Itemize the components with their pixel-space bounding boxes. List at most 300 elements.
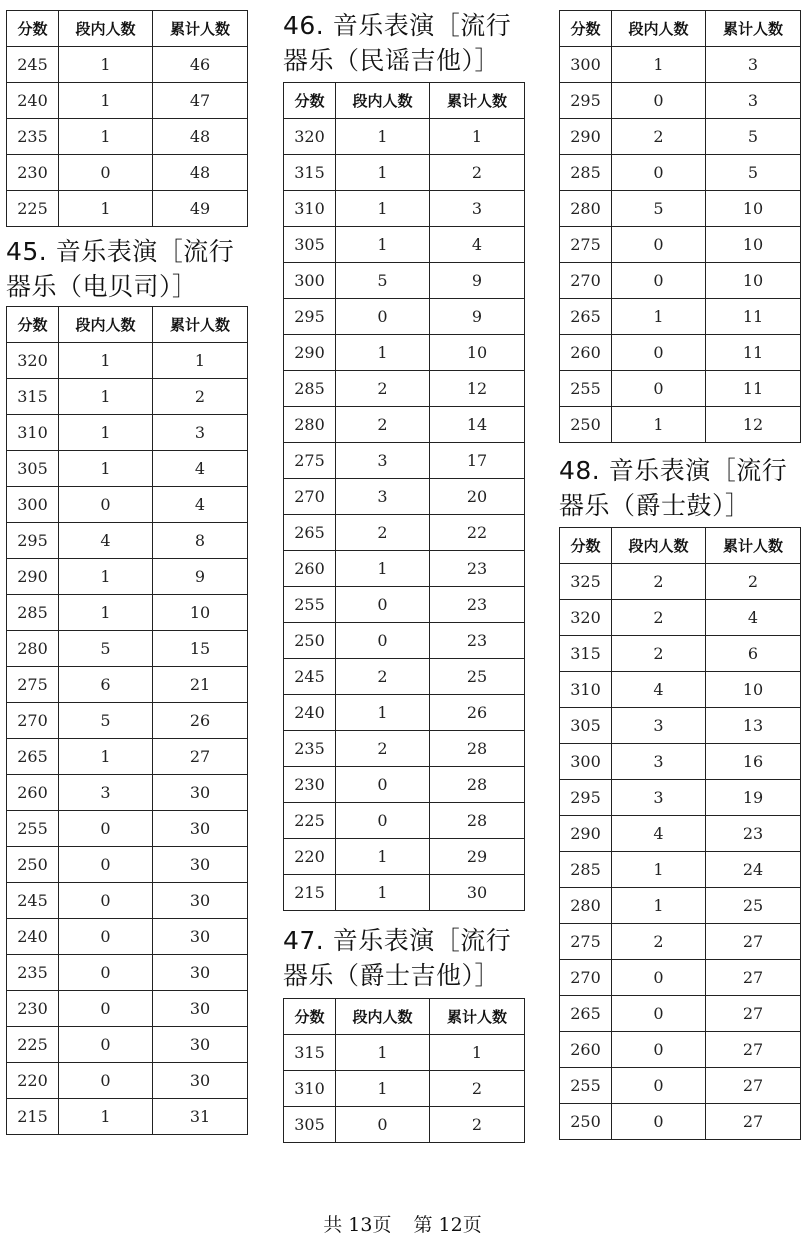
table-row — [560, 191, 801, 227]
table-row — [7, 739, 248, 775]
cumulative-count-cell: 26 — [153, 703, 248, 739]
header-cumulative-count: 累计人数 — [430, 83, 525, 119]
table-row — [560, 263, 801, 299]
score-table — [6, 306, 248, 1135]
score-cell: 275 — [560, 227, 612, 263]
table-row — [560, 371, 801, 407]
segment-count-cell: 2 — [612, 119, 706, 155]
segment-count-cell: 0 — [336, 1107, 430, 1143]
table-row — [284, 767, 525, 803]
table-row — [7, 955, 248, 991]
cumulative-count-cell: 46 — [153, 47, 248, 83]
segment-count-cell: 1 — [59, 343, 153, 379]
cumulative-count-cell: 6 — [706, 636, 801, 672]
cumulative-count-cell: 4 — [153, 487, 248, 523]
segment-count-cell: 1 — [336, 551, 430, 587]
segment-count-cell: 3 — [336, 479, 430, 515]
score-cell: 290 — [560, 119, 612, 155]
header-segment-count: 段内人数 — [612, 528, 706, 564]
cumulative-count-cell: 14 — [430, 407, 525, 443]
table-row — [284, 515, 525, 551]
header-cumulative-count: 累计人数 — [153, 307, 248, 343]
score-cell: 235 — [7, 119, 59, 155]
table-row — [560, 299, 801, 335]
segment-count-cell: 1 — [336, 335, 430, 371]
segment-count-cell: 0 — [336, 587, 430, 623]
table-row — [284, 335, 525, 371]
score-cell: 230 — [7, 155, 59, 191]
cumulative-count-cell: 4 — [153, 451, 248, 487]
cumulative-count-cell: 49 — [153, 191, 248, 227]
cumulative-count-cell: 27 — [706, 1032, 801, 1068]
segment-count-cell: 0 — [612, 83, 706, 119]
cumulative-count-cell: 10 — [706, 263, 801, 299]
cumulative-count-cell: 2 — [706, 564, 801, 600]
score-cell: 215 — [284, 875, 336, 911]
section-title-47: 47. 音乐表演［流行 器乐（爵士吉他）］ — [283, 926, 512, 990]
cumulative-count-cell: 27 — [153, 739, 248, 775]
segment-count-cell: 1 — [336, 191, 430, 227]
score-cell: 235 — [284, 731, 336, 767]
score-cell: 270 — [7, 703, 59, 739]
cumulative-count-cell: 9 — [430, 263, 525, 299]
score-cell: 220 — [284, 839, 336, 875]
segment-count-cell: 1 — [59, 119, 153, 155]
table-row — [284, 587, 525, 623]
table-row — [560, 888, 801, 924]
score-cell: 240 — [7, 919, 59, 955]
table-row — [560, 119, 801, 155]
segment-count-cell: 0 — [336, 299, 430, 335]
score-cell: 280 — [560, 888, 612, 924]
score-cell: 275 — [284, 443, 336, 479]
table-row — [284, 299, 525, 335]
table-row — [7, 1027, 248, 1063]
segment-count-cell: 0 — [336, 767, 430, 803]
score-cell: 295 — [560, 83, 612, 119]
score-cell: 260 — [560, 1032, 612, 1068]
table-row — [560, 564, 801, 600]
segment-count-cell: 1 — [59, 83, 153, 119]
cumulative-count-cell: 2 — [430, 1071, 525, 1107]
header-score: 分数 — [7, 307, 59, 343]
score-cell: 285 — [7, 595, 59, 631]
score-cell: 225 — [7, 1027, 59, 1063]
segment-count-cell: 0 — [612, 227, 706, 263]
segment-count-cell: 1 — [59, 739, 153, 775]
score-cell: 250 — [7, 847, 59, 883]
table-row — [560, 636, 801, 672]
cumulative-count-cell: 23 — [430, 623, 525, 659]
score-cell: 325 — [560, 564, 612, 600]
cumulative-count-cell: 4 — [430, 227, 525, 263]
segment-count-cell: 1 — [336, 695, 430, 731]
cumulative-count-cell: 30 — [153, 955, 248, 991]
score-cell: 315 — [284, 1035, 336, 1071]
table-row — [7, 47, 248, 83]
segment-count-cell: 2 — [336, 407, 430, 443]
cumulative-count-cell: 30 — [153, 1063, 248, 1099]
score-table — [559, 10, 801, 443]
cumulative-count-cell: 27 — [706, 924, 801, 960]
segment-count-cell: 2 — [336, 515, 430, 551]
cumulative-count-cell: 1 — [430, 119, 525, 155]
cumulative-count-cell: 19 — [706, 780, 801, 816]
header-segment-count: 段内人数 — [336, 999, 430, 1035]
header-cumulative-count: 累计人数 — [706, 528, 801, 564]
score-cell: 250 — [284, 623, 336, 659]
header-cumulative-count: 累计人数 — [706, 11, 801, 47]
table-row — [560, 335, 801, 371]
table-header-row — [7, 11, 248, 47]
segment-count-cell: 0 — [59, 811, 153, 847]
segment-count-cell: 1 — [59, 415, 153, 451]
table-row — [284, 1071, 525, 1107]
score-cell: 215 — [7, 1099, 59, 1135]
cumulative-count-cell: 15 — [153, 631, 248, 667]
cumulative-count-cell: 30 — [153, 919, 248, 955]
table-row — [284, 731, 525, 767]
score-cell: 320 — [560, 600, 612, 636]
score-cell: 305 — [560, 708, 612, 744]
cumulative-count-cell: 48 — [153, 119, 248, 155]
cumulative-count-cell: 21 — [153, 667, 248, 703]
header-segment-count: 段内人数 — [59, 307, 153, 343]
score-table — [6, 10, 248, 227]
cumulative-count-cell: 17 — [430, 443, 525, 479]
cumulative-count-cell: 9 — [430, 299, 525, 335]
cumulative-count-cell: 13 — [706, 708, 801, 744]
table-row — [7, 595, 248, 631]
table-row — [7, 379, 248, 415]
table-row — [7, 775, 248, 811]
score-cell: 290 — [284, 335, 336, 371]
cumulative-count-cell: 28 — [430, 731, 525, 767]
section-title-45: 45. 音乐表演［流行 器乐（电贝司）］ — [6, 237, 235, 301]
cumulative-count-cell: 10 — [706, 191, 801, 227]
segment-count-cell: 0 — [612, 263, 706, 299]
segment-count-cell: 4 — [59, 523, 153, 559]
table-row — [7, 1099, 248, 1135]
score-cell: 315 — [7, 379, 59, 415]
score-table — [283, 82, 525, 911]
segment-count-cell: 0 — [612, 1104, 706, 1140]
segment-count-cell: 6 — [59, 667, 153, 703]
header-cumulative-count: 累计人数 — [153, 11, 248, 47]
header-segment-count: 段内人数 — [336, 83, 430, 119]
score-cell: 225 — [284, 803, 336, 839]
segment-count-cell: 0 — [336, 803, 430, 839]
segment-count-cell: 0 — [612, 996, 706, 1032]
table-row — [560, 996, 801, 1032]
score-cell: 320 — [7, 343, 59, 379]
segment-count-cell: 0 — [59, 155, 153, 191]
cumulative-count-cell: 10 — [430, 335, 525, 371]
cumulative-count-cell: 11 — [706, 371, 801, 407]
segment-count-cell: 2 — [612, 600, 706, 636]
table-row — [560, 960, 801, 996]
cumulative-count-cell: 28 — [430, 767, 525, 803]
score-cell: 280 — [560, 191, 612, 227]
score-cell: 295 — [560, 780, 612, 816]
segment-count-cell: 1 — [336, 839, 430, 875]
score-cell: 285 — [560, 155, 612, 191]
segment-count-cell: 1 — [59, 1099, 153, 1135]
table-header-row — [7, 307, 248, 343]
segment-count-cell: 3 — [59, 775, 153, 811]
cumulative-count-cell: 20 — [430, 479, 525, 515]
score-cell: 270 — [284, 479, 336, 515]
segment-count-cell: 1 — [336, 1071, 430, 1107]
segment-count-cell: 0 — [59, 883, 153, 919]
table-row — [284, 263, 525, 299]
cumulative-count-cell: 27 — [706, 960, 801, 996]
table-row — [284, 479, 525, 515]
table-row — [7, 703, 248, 739]
segment-count-cell: 2 — [612, 924, 706, 960]
segment-count-cell: 1 — [59, 191, 153, 227]
cumulative-count-cell: 9 — [153, 559, 248, 595]
segment-count-cell: 0 — [59, 955, 153, 991]
segment-count-cell: 3 — [612, 744, 706, 780]
score-cell: 310 — [560, 672, 612, 708]
segment-count-cell: 3 — [612, 780, 706, 816]
score-cell: 255 — [560, 371, 612, 407]
table-row — [560, 780, 801, 816]
table-row — [560, 600, 801, 636]
cumulative-count-cell: 29 — [430, 839, 525, 875]
table-header-row — [560, 11, 801, 47]
cumulative-count-cell: 1 — [153, 343, 248, 379]
cumulative-count-cell: 27 — [706, 996, 801, 1032]
segment-count-cell: 5 — [612, 191, 706, 227]
section-title-46: 46. 音乐表演［流行 器乐（民谣吉他）］ — [283, 11, 512, 75]
header-segment-count: 段内人数 — [612, 11, 706, 47]
score-cell: 290 — [560, 816, 612, 852]
score-cell: 240 — [7, 83, 59, 119]
score-cell: 310 — [284, 191, 336, 227]
score-cell: 260 — [7, 775, 59, 811]
score-cell: 265 — [284, 515, 336, 551]
table-row — [560, 1032, 801, 1068]
segment-count-cell: 4 — [612, 816, 706, 852]
segment-count-cell: 1 — [612, 888, 706, 924]
table-row — [284, 659, 525, 695]
cumulative-count-cell: 28 — [430, 803, 525, 839]
segment-count-cell: 1 — [336, 227, 430, 263]
header-score: 分数 — [560, 528, 612, 564]
cumulative-count-cell: 30 — [153, 775, 248, 811]
score-cell: 305 — [284, 227, 336, 263]
score-cell: 245 — [7, 883, 59, 919]
segment-count-cell: 1 — [336, 119, 430, 155]
cumulative-count-cell: 8 — [153, 523, 248, 559]
score-cell: 315 — [284, 155, 336, 191]
segment-count-cell: 1 — [612, 852, 706, 888]
segment-count-cell: 0 — [612, 155, 706, 191]
segment-count-cell: 0 — [59, 919, 153, 955]
table-row — [7, 155, 248, 191]
segment-count-cell: 5 — [59, 631, 153, 667]
score-cell: 260 — [560, 335, 612, 371]
cumulative-count-cell: 30 — [153, 847, 248, 883]
current-page: 第 12页 — [413, 1214, 482, 1236]
cumulative-count-cell: 25 — [430, 659, 525, 695]
segment-count-cell: 1 — [59, 451, 153, 487]
segment-count-cell: 2 — [336, 659, 430, 695]
table-row — [7, 191, 248, 227]
score-cell: 300 — [284, 263, 336, 299]
cumulative-count-cell: 30 — [153, 1027, 248, 1063]
table-row — [284, 191, 525, 227]
table-row — [560, 1104, 801, 1140]
segment-count-cell: 2 — [336, 731, 430, 767]
score-cell: 295 — [284, 299, 336, 335]
table-row — [7, 919, 248, 955]
table-row — [560, 227, 801, 263]
score-cell: 280 — [284, 407, 336, 443]
table-row — [284, 443, 525, 479]
cumulative-count-cell: 2 — [430, 1107, 525, 1143]
table-header-row — [560, 528, 801, 564]
segment-count-cell: 5 — [59, 703, 153, 739]
cumulative-count-cell: 10 — [706, 227, 801, 263]
table-row — [560, 407, 801, 443]
score-table — [283, 998, 525, 1143]
cumulative-count-cell: 26 — [430, 695, 525, 731]
cumulative-count-cell: 12 — [706, 407, 801, 443]
cumulative-count-cell: 30 — [153, 991, 248, 1027]
score-cell: 305 — [284, 1107, 336, 1143]
table-row — [560, 816, 801, 852]
score-cell: 285 — [284, 371, 336, 407]
cumulative-count-cell: 22 — [430, 515, 525, 551]
score-cell: 245 — [7, 47, 59, 83]
table-row — [560, 47, 801, 83]
cumulative-count-cell: 30 — [153, 811, 248, 847]
segment-count-cell: 0 — [612, 1068, 706, 1104]
table-row — [284, 119, 525, 155]
table-row — [560, 852, 801, 888]
segment-count-cell: 0 — [59, 847, 153, 883]
cumulative-count-cell: 5 — [706, 119, 801, 155]
score-cell: 230 — [7, 991, 59, 1027]
score-cell: 230 — [284, 767, 336, 803]
table-row — [7, 83, 248, 119]
score-cell: 265 — [7, 739, 59, 775]
table-row — [560, 708, 801, 744]
table-row — [284, 623, 525, 659]
segment-count-cell: 3 — [612, 708, 706, 744]
score-cell: 300 — [560, 744, 612, 780]
table-header-row — [284, 83, 525, 119]
cumulative-count-cell: 23 — [430, 551, 525, 587]
table-row — [7, 847, 248, 883]
cumulative-count-cell: 11 — [706, 299, 801, 335]
cumulative-count-cell: 10 — [706, 672, 801, 708]
score-cell: 310 — [284, 1071, 336, 1107]
header-segment-count: 段内人数 — [59, 11, 153, 47]
table-header-row — [284, 999, 525, 1035]
segment-count-cell: 2 — [336, 371, 430, 407]
table-row — [284, 371, 525, 407]
score-cell: 310 — [7, 415, 59, 451]
score-cell: 225 — [7, 191, 59, 227]
segment-count-cell: 1 — [336, 155, 430, 191]
score-cell: 290 — [7, 559, 59, 595]
table-row — [7, 119, 248, 155]
score-cell: 295 — [7, 523, 59, 559]
total-pages: 共 13页 — [323, 1214, 392, 1236]
cumulative-count-cell: 31 — [153, 1099, 248, 1135]
score-cell: 220 — [7, 1063, 59, 1099]
section-title-48: 48. 音乐表演［流行 器乐（爵士鼓）］ — [559, 456, 788, 520]
segment-count-cell: 1 — [336, 1035, 430, 1071]
cumulative-count-cell: 11 — [706, 335, 801, 371]
cumulative-count-cell: 16 — [706, 744, 801, 780]
table-row — [7, 487, 248, 523]
score-cell: 320 — [284, 119, 336, 155]
table-row — [7, 523, 248, 559]
cumulative-count-cell: 3 — [706, 83, 801, 119]
cumulative-count-cell: 2 — [430, 155, 525, 191]
table-row — [7, 415, 248, 451]
segment-count-cell: 1 — [612, 47, 706, 83]
column-3 — [559, 10, 800, 1140]
cumulative-count-cell: 47 — [153, 83, 248, 119]
page-footer — [0, 1210, 805, 1237]
segment-count-cell: 0 — [59, 487, 153, 523]
header-score: 分数 — [7, 11, 59, 47]
column-2 — [283, 8, 524, 1143]
cumulative-count-cell: 30 — [430, 875, 525, 911]
table-row — [560, 744, 801, 780]
cumulative-count-cell: 25 — [706, 888, 801, 924]
segment-count-cell: 2 — [612, 636, 706, 672]
cumulative-count-cell: 3 — [153, 415, 248, 451]
header-score: 分数 — [284, 83, 336, 119]
table-row — [284, 695, 525, 731]
segment-count-cell: 0 — [612, 960, 706, 996]
segment-count-cell: 1 — [59, 595, 153, 631]
table-row — [7, 631, 248, 667]
score-cell: 300 — [7, 487, 59, 523]
cumulative-count-cell: 27 — [706, 1068, 801, 1104]
table-row — [7, 451, 248, 487]
cumulative-count-cell: 48 — [153, 155, 248, 191]
cumulative-count-cell: 23 — [706, 816, 801, 852]
score-cell: 250 — [560, 1104, 612, 1140]
score-cell: 270 — [560, 263, 612, 299]
score-cell: 270 — [560, 960, 612, 996]
segment-count-cell: 0 — [59, 1027, 153, 1063]
segment-count-cell: 2 — [612, 564, 706, 600]
segment-count-cell: 0 — [612, 335, 706, 371]
segment-count-cell: 1 — [612, 299, 706, 335]
header-score: 分数 — [560, 11, 612, 47]
score-cell: 255 — [7, 811, 59, 847]
table-row — [560, 1068, 801, 1104]
segment-count-cell: 0 — [612, 371, 706, 407]
score-cell: 250 — [560, 407, 612, 443]
score-cell: 260 — [284, 551, 336, 587]
table-row — [284, 227, 525, 263]
score-cell: 255 — [560, 1068, 612, 1104]
table-row — [7, 883, 248, 919]
table-row — [7, 1063, 248, 1099]
segment-count-cell: 0 — [59, 991, 153, 1027]
score-cell: 235 — [7, 955, 59, 991]
